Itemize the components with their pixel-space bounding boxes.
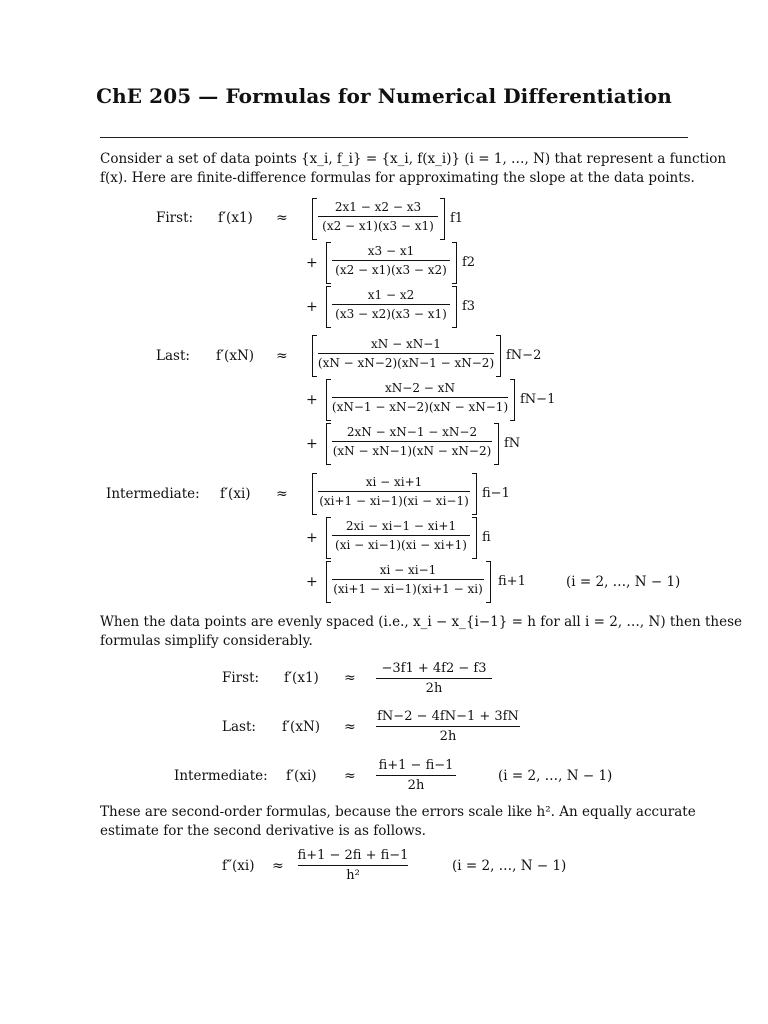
second-fraction [298,848,408,883]
first-approx: ≈ [276,210,288,226]
first-t1-num: 2x1 − x2 − x3 [334,200,422,214]
second-den: h² [346,868,360,883]
last-t1-fraction [318,337,494,370]
even-first-lhs: f′(x1) [284,670,319,686]
even-intro-paragraph [100,613,743,651]
last-t2-den: (xN−1 − xN−2)(xN − xN−1) [331,400,509,414]
int-t2-bracket-right [472,517,477,559]
last-t3-f: fN [504,436,521,451]
even-intermediate-label: Intermediate: [174,768,268,784]
even-first-approx: ≈ [344,670,356,686]
int-t3-den: (xi+1 − xi−1)(xi+1 − xi) [333,582,483,596]
int-t3-plus: + [306,574,318,590]
first-t3-bracket-right [452,286,457,328]
first-t1-f: f1 [450,211,464,226]
even-last-approx: ≈ [344,719,356,735]
even-intro-line-2: formulas simplify considerably. [100,633,313,649]
last-approx: ≈ [276,348,288,364]
even-first-den: 2h [425,681,443,696]
even-intermediate-approx: ≈ [344,768,356,784]
int-t2-num: 2xi − xi−1 − xi+1 [345,519,457,533]
int-t2-plus: + [306,530,318,546]
int-t1-den: (xi+1 − xi−1)(xi − xi−1) [319,494,469,508]
first-t3-plus: + [306,299,318,315]
even-intro-line-1: When the data points are evenly spaced (i.e., x_i − x_{i−1} = h for all i = 2, …, N) then these [100,614,743,630]
even-intermediate-fraction [376,758,456,793]
last-t2-bracket-right [510,379,515,421]
even-intermediate-den: 2h [407,778,425,793]
second-condition: (i = 2, …, N − 1) [452,858,567,874]
first-t1-fraction [318,200,438,233]
title-divider [100,137,688,138]
last-t2-f: fN−1 [520,392,556,407]
first-t2-num: x3 − x1 [367,244,415,258]
intro-line-2: f(x). Here are finite-difference formulas for approximating the slope at the data points. [100,170,695,186]
first-t2-bracket-left [326,242,331,284]
first-t1-bracket-left [312,198,317,240]
last-t3-num: 2xN − xN−1 − xN−2 [346,425,478,439]
intro-line-1: Consider a set of data points {x_i, f_i} = {x_i, f(x_i)} (i = 1, …, N) that represent a function [100,151,727,167]
last-lhs: f′(xN) [216,348,255,364]
even-first-fraction [376,661,492,696]
first-t3-bracket-left [326,286,331,328]
int-t1-f: fi−1 [482,486,510,501]
int-t3-bracket-right [486,561,491,603]
even-last-lhs: f′(xN) [282,719,321,735]
first-lhs: f′(x1) [218,210,253,226]
int-t2-f: fi [482,530,491,545]
first-t3-den: (x3 − x2)(x3 − x1) [335,307,447,321]
even-last-den: 2h [439,729,457,744]
first-t3-num: x1 − x2 [367,288,415,302]
page-title: ChE 205 — Formulas for Numerical Differentiation [96,84,672,108]
even-first-label: First: [222,670,260,686]
even-last-fraction [376,709,520,744]
int-t1-fraction [318,475,470,508]
first-t3-f: f3 [462,299,476,314]
even-intermediate-condition: (i = 2, …, N − 1) [498,768,613,784]
intermediate-lhs: f′(xi) [220,486,251,502]
int-t3-fraction [332,563,484,596]
last-t2-plus: + [306,392,318,408]
second-num: fi+1 − 2fi + fi−1 [297,848,409,863]
even-intermediate-lhs: f′(xi) [286,768,317,784]
int-t2-den: (xi − xi−1)(xi − xi+1) [335,538,467,552]
first-t2-bracket-right [452,242,457,284]
second-intro-line-1: These are second-order formulas, because the errors scale like h². An equally accurate [100,804,696,820]
even-first-num: −3f1 + 4f2 − f3 [381,661,487,676]
intermediate-label: Intermediate: [106,486,200,502]
last-t3-bracket-right [494,423,499,465]
even-last-num: fN−2 − 4fN−1 + 3fN [377,709,519,724]
even-intermediate-num: fi+1 − fi−1 [378,758,454,773]
second-lhs: f″(xi) [222,858,255,874]
first-t1-den: (x2 − x1)(x3 − x1) [322,219,434,233]
last-t2-num: xN−2 − xN [385,381,455,395]
first-t1-bracket-right [440,198,445,240]
int-t1-num: xi − xi+1 [365,475,423,489]
first-t2-fraction [332,244,450,277]
second-intro-paragraph [100,803,696,841]
second-approx: ≈ [272,858,284,874]
intermediate-approx: ≈ [276,486,288,502]
int-t2-bracket-left [326,517,331,559]
intermediate-condition: (i = 2, …, N − 1) [566,574,681,590]
int-t3-num: xi − xi−1 [379,563,437,577]
last-t1-bracket-right [496,335,501,377]
int-t2-fraction [332,519,470,552]
last-t1-f: fN−2 [506,348,542,363]
last-t1-num: xN − xN−1 [371,337,441,351]
last-t3-fraction [332,425,492,458]
second-intro-line-2: estimate for the second derivative is as follows. [100,823,426,839]
first-t3-fraction [332,288,450,321]
last-label: Last: [156,348,190,364]
even-last-label: Last: [222,719,256,735]
first-t2-den: (x2 − x1)(x3 − x2) [335,263,447,277]
int-t3-f: fi+1 [498,574,526,589]
first-label: First: [156,210,194,226]
int-t1-bracket-right [472,473,477,515]
last-t3-den: (xN − xN−1)(xN − xN−2) [332,444,492,458]
last-t1-den: (xN − xN−2)(xN−1 − xN−2) [317,356,495,370]
first-t2-f: f2 [462,255,476,270]
first-t2-plus: + [306,255,318,271]
last-t2-fraction [332,381,508,414]
last-t3-plus: + [306,436,318,452]
intro-paragraph [100,150,727,188]
